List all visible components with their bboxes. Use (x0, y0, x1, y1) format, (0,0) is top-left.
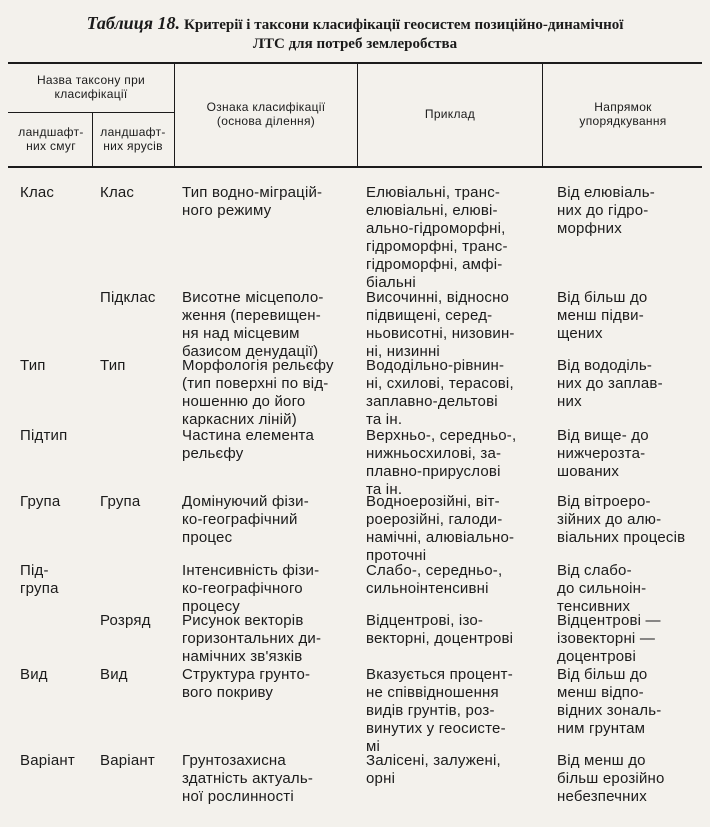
row-4-direction: Від вище- до нижчерозта- шованих (557, 427, 649, 480)
row-1-direction: Від елювіаль- них до гідро- морфних (557, 184, 655, 237)
row-5-tier: Група (100, 493, 141, 510)
row-2-tier: Підклас (100, 289, 156, 306)
row-7-direction: Відцентрові — ізовекторні — доцентрові (557, 612, 661, 665)
table-title-line1: Критерії і таксони класифікації геосистем позиційно-динамічної (183, 17, 624, 33)
row-6-example: Слабо-, середньо-, сильноінтенсивні (366, 562, 503, 597)
row-8-direction: Від більш до менш відпо- відних зональ- ним грунтам (557, 666, 662, 737)
header-landscape-bands: ландшафт- них смуг (18, 125, 84, 153)
row-2-example: Височинні, відносно підвищені, серед- ньовисотні, низовин- ні, низинні (366, 289, 515, 360)
row-5-criterion: Домінуючий фізи- ко-географічний процес (182, 493, 309, 546)
header-sub-rule (8, 112, 174, 113)
header-taxon-name: Назва таксону при класифікації (36, 73, 146, 101)
header-divider-1 (174, 62, 175, 168)
row-7-tier: Розряд (100, 612, 151, 629)
header-example: Приклад (424, 107, 476, 121)
row-7-example: Відцентрові, ізо- векторні, доцентрові (366, 612, 514, 647)
row-1-tier: Клас (100, 184, 135, 201)
row-6-direction: Від слабо- до сильноін- тенсивних (557, 562, 647, 615)
row-2-direction: Від більш до менш підви- щених (557, 289, 648, 342)
row-5-direction: Від вітроеро- зійних до алю- віальних процесів (557, 493, 686, 546)
header-direction: Напрямок упорядкування (579, 100, 667, 128)
row-3-direction: Від вододіль- них до заплав- них (557, 357, 663, 410)
row-3-tier: Тип (100, 357, 126, 374)
row-1-example: Елювіальні, транс- елювіальні, елюві- ально-гідроморфні, гідроморфні, транс- гідроморфні, амфі- біальні (366, 184, 508, 291)
row-8-example: Вказується процент- не співвідношення видів грунтів, роз- винутих у геосисте- мі (366, 666, 513, 755)
row-8-criterion: Структура грунто- вого покриву (182, 666, 311, 701)
row-3-band: Тип (20, 357, 46, 374)
row-9-tier: Варіант (100, 752, 155, 769)
table-caption (0, 14, 710, 54)
row-1-band: Клас (20, 184, 55, 201)
header-bottom-rule (8, 166, 702, 168)
row-4-criterion: Частина елемента рельєфу (182, 427, 315, 462)
table-title-line2: ЛТС для потреб землеробства (252, 36, 458, 52)
row-7-criterion: Рисунок векторів горизонтальних ди- намічних зв'язків (182, 612, 322, 665)
row-4-band: Підтип (20, 427, 68, 444)
row-6-band: Під- група (20, 562, 59, 597)
header-landscape-tiers: ландшафт- них ярусів (100, 125, 166, 153)
row-2-criterion: Висотне місцеполо- ження (перевищен- ня над місцевим базисом денудації) (182, 289, 324, 360)
row-5-band: Група (20, 493, 61, 510)
row-4-example: Верхньо-, середньо-, нижньосхилові, за- плавно-прируслові та ін. (366, 427, 517, 498)
table-number: Таблиця 18. (86, 13, 180, 33)
row-8-tier: Вид (100, 666, 128, 683)
header-criterion: Ознака класифікації (основа ділення) (206, 100, 326, 128)
header-divider-3 (542, 62, 543, 168)
row-9-direction: Від менш до більш ерозійно небезпечних (557, 752, 665, 805)
row-1-criterion: Тип водно-міграцій- ного режиму (182, 184, 323, 219)
row-9-example: Залісені, залужені, орні (366, 752, 501, 787)
row-8-band: Вид (20, 666, 48, 683)
row-3-criterion: Морфологія рельєфу (тип поверхні по від- ношенню до його каркасних ліній) (182, 357, 334, 428)
row-9-criterion: Грунтозахисна здатність актуаль- ної рослинності (182, 752, 314, 805)
row-5-example: Водноерозійні, віт- роерозійні, галоди- намічні, алювіально- проточні (366, 493, 515, 564)
row-3-example: Вододільно-рівнин- ні, схилові, терасові, заплавно-дельтові та ін. (366, 357, 514, 428)
row-6-criterion: Інтенсивність фізи- ко-географічного процесу (182, 562, 320, 615)
row-9-band: Варіант (20, 752, 75, 769)
header-divider-2 (357, 62, 358, 168)
